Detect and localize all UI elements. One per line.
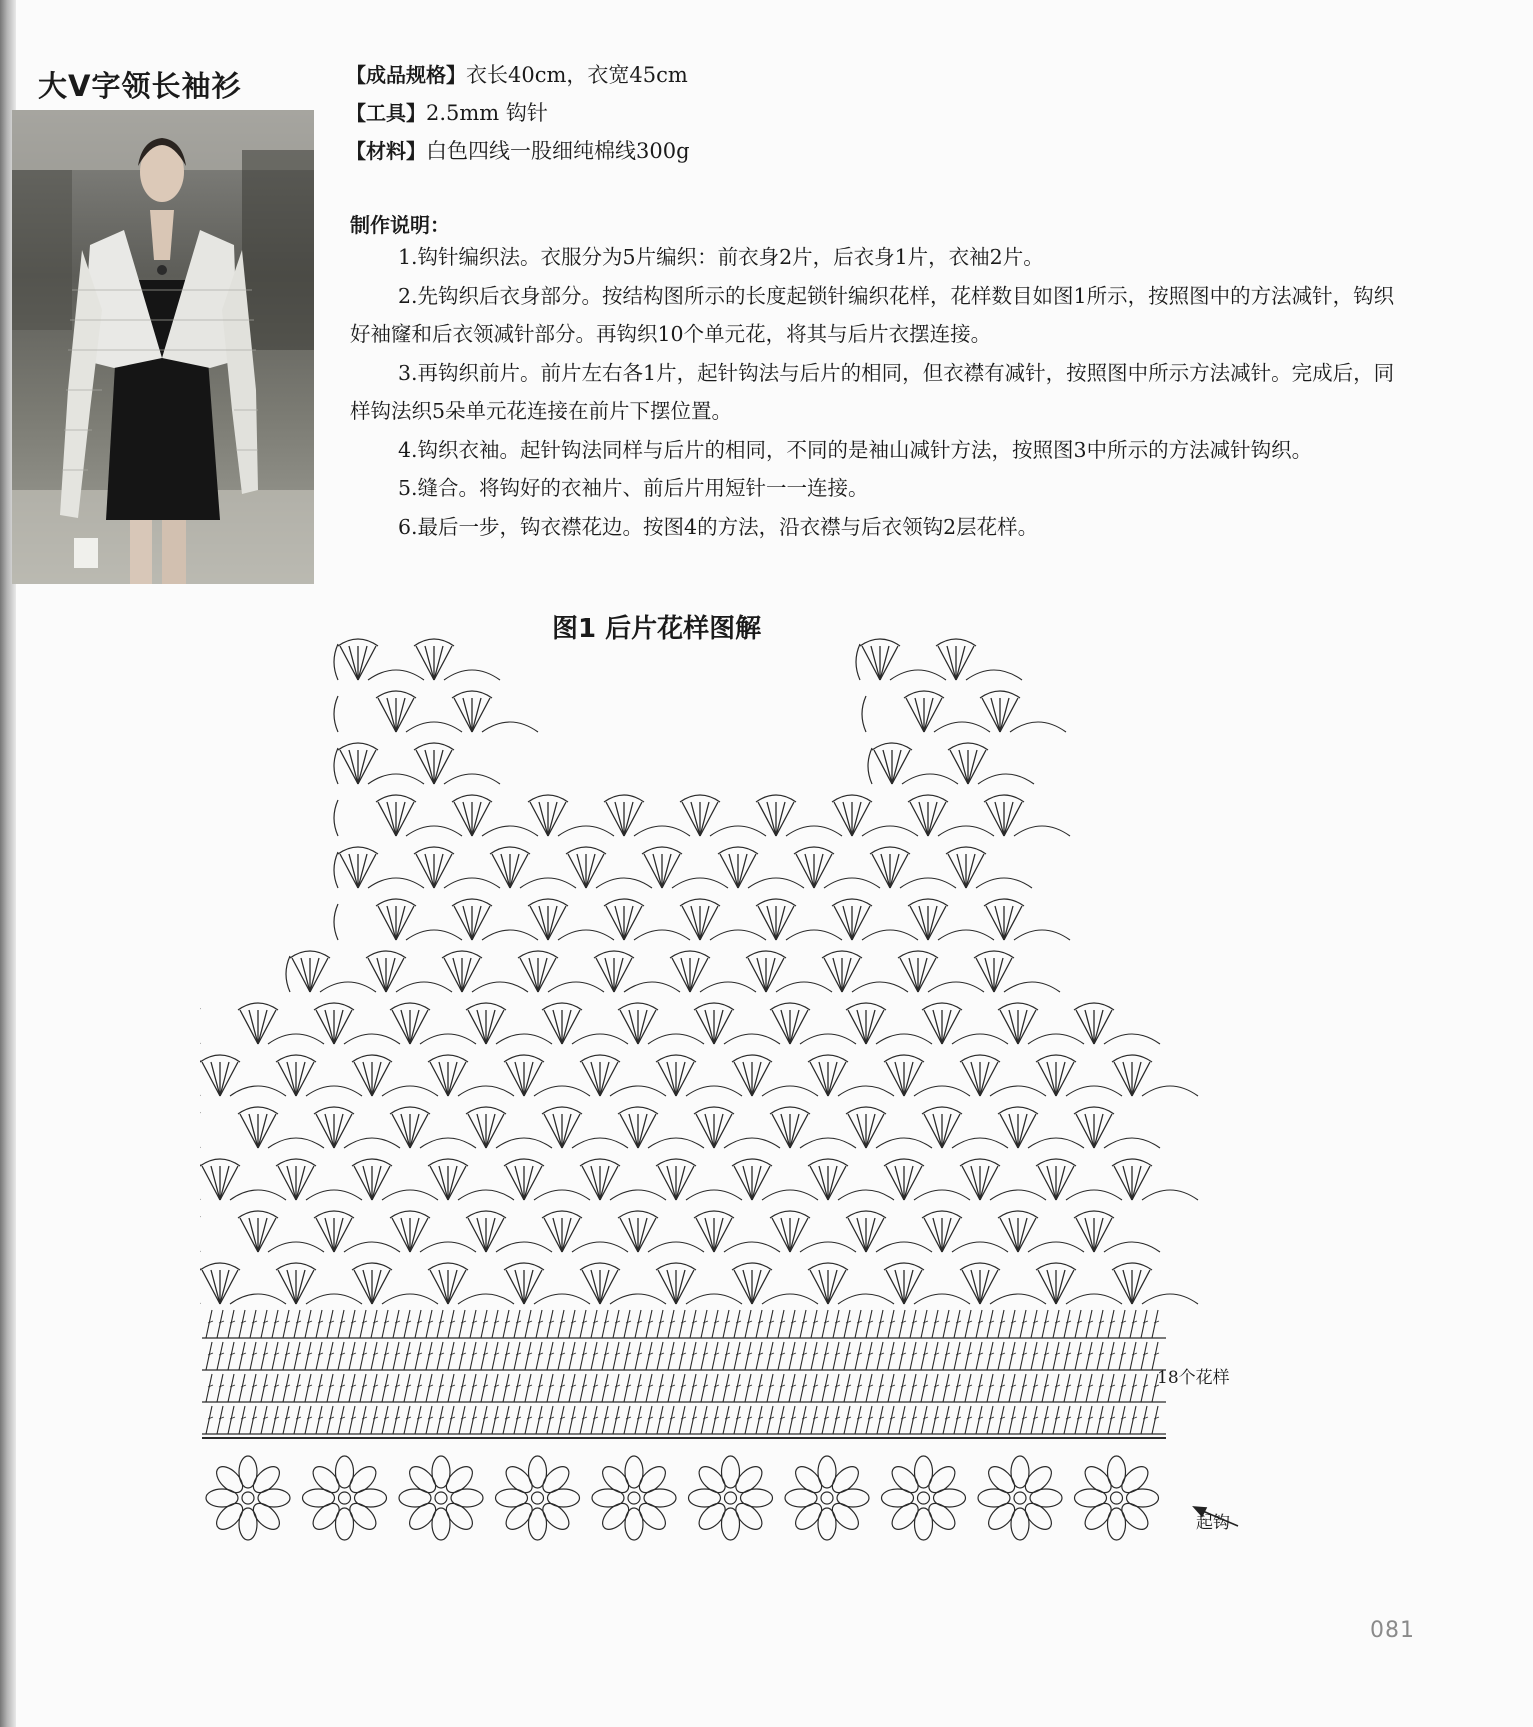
fan-stitch — [200, 1159, 286, 1200]
fan-stitch — [276, 1263, 362, 1304]
fan-stitch — [314, 1003, 400, 1044]
fan-stitch — [904, 691, 990, 732]
fan-stitch — [948, 743, 1034, 784]
instruction-step: 2.先钩织后衣身部分。按结构图所示的长度起锁针编织花样，花样数目如图1所示，按照图中的方法减针，钩织好袖窿和后衣领减针部分。再钩织10个单元花，将其与后片衣摆连接。 — [350, 283, 1395, 346]
fan-stitch — [872, 743, 958, 784]
fan-stitch — [390, 1003, 476, 1044]
fan-stitch — [960, 1159, 1046, 1200]
fan-stitch — [860, 639, 946, 680]
fan-stitch — [718, 847, 804, 888]
flower-motif — [1075, 1456, 1159, 1540]
fan-stitch — [580, 1055, 666, 1096]
spec-material-label: 【材料】 — [346, 139, 426, 163]
fan-stitch — [414, 743, 500, 784]
fan-stitch — [376, 795, 462, 836]
instructions-heading: 制作说明： — [350, 213, 450, 237]
fan-stitch — [936, 639, 1022, 680]
fan-stitch — [352, 1159, 438, 1200]
model-photo — [12, 110, 314, 584]
fan-stitch — [922, 1003, 1008, 1044]
fan-stitch — [974, 951, 1060, 992]
flower-motif — [592, 1456, 676, 1540]
flower-motif — [689, 1456, 773, 1540]
fan-stitch — [580, 1159, 666, 1200]
fan-stitch — [808, 1159, 894, 1200]
start-chain-label: 起钩 — [1196, 1513, 1230, 1533]
instruction-step: 3.再钩织前片。前片左右各1片，起针钩法与后片的相同，但衣襟有减针，按照图中所示方法减针。完成后，同样钩法织5朵单元花连接在前片下摆位置。 — [350, 360, 1395, 423]
instruction-step: 6.最后一步，钩衣襟花边。按图4的方法，沿衣襟与后衣领钩2层花样。 — [398, 514, 1039, 539]
fan-stitch — [442, 951, 528, 992]
fan-stitch — [746, 951, 832, 992]
fan-stitch — [642, 847, 728, 888]
fan-stitch — [466, 1003, 552, 1044]
fan-stitch — [452, 899, 538, 940]
fan-stitch — [694, 1211, 780, 1252]
fan-stitch-area — [200, 639, 1198, 1304]
fan-stitch — [604, 899, 690, 940]
spec-tool-value: 2.5mm 钩针 — [426, 101, 548, 125]
fan-stitch — [352, 1263, 438, 1304]
fan-stitch — [452, 691, 538, 732]
fan-stitch — [504, 1263, 590, 1304]
fan-stitch — [580, 1263, 666, 1304]
fan-stitch — [832, 795, 918, 836]
fan-stitch — [504, 1055, 590, 1096]
fan-stitch — [732, 1263, 818, 1304]
fan-stitch — [238, 1107, 324, 1148]
fan-stitch — [846, 1107, 932, 1148]
fan-stitch — [542, 1003, 628, 1044]
fan-stitch — [376, 691, 462, 732]
fan-stitch — [884, 1055, 970, 1096]
fan-stitch — [452, 795, 538, 836]
instruction-step: 1.钩针编织法。衣服分为5片编织：前衣身2片，后衣身1片，衣袖2片。 — [398, 245, 1044, 269]
spec-size-label: 【成品规格】 — [346, 63, 466, 87]
fan-stitch — [870, 847, 956, 888]
fan-stitch — [338, 743, 424, 784]
fan-stitch — [200, 1263, 286, 1304]
fan-stitch — [656, 1055, 742, 1096]
fan-stitch — [808, 1055, 894, 1096]
flower-motif — [206, 1456, 290, 1540]
fan-stitch — [338, 847, 424, 888]
fan-stitch — [984, 899, 1070, 940]
fan-stitch — [770, 1107, 856, 1148]
fan-stitch — [846, 1003, 932, 1044]
fan-stitch — [756, 795, 842, 836]
fan-stitch — [618, 1211, 704, 1252]
fan-stitch — [946, 847, 1032, 888]
fan-stitch — [680, 795, 766, 836]
flower-motif — [785, 1456, 869, 1540]
product-specs — [346, 56, 690, 170]
fan-stitch — [290, 951, 376, 992]
fan-stitch — [414, 847, 500, 888]
flower-motif — [978, 1456, 1062, 1540]
fan-stitch — [594, 951, 680, 992]
fan-stitch — [984, 795, 1070, 836]
fan-stitch — [960, 1263, 1046, 1304]
fan-stitch — [1036, 1055, 1122, 1096]
fan-stitch — [566, 847, 652, 888]
fan-stitch — [898, 951, 984, 992]
spec-size-value: 衣长40cm，衣宽45cm — [466, 63, 688, 87]
fan-stitch — [998, 1107, 1084, 1148]
fan-stitch — [980, 691, 1066, 732]
double-crochet-rows — [202, 1310, 1166, 1438]
flower-motif — [303, 1456, 387, 1540]
instruction-step: 5.缝合。将钩好的衣袖片、前后片用短针一一连接。 — [398, 476, 869, 500]
instruction-step: 4.钩织衣袖。起针钩法同样与后片的相同，不同的是袖山减针方法，按照图3中所示的方法减针钩织。 — [398, 437, 1313, 462]
fan-stitch — [1036, 1159, 1122, 1200]
fan-stitch — [414, 639, 500, 680]
fan-stitch — [732, 1055, 818, 1096]
fan-stitch — [352, 1055, 438, 1096]
fan-stitch — [770, 1003, 856, 1044]
fan-stitch — [376, 899, 462, 940]
fan-stitch — [732, 1159, 818, 1200]
fan-stitch — [618, 1003, 704, 1044]
flower-motif — [496, 1456, 580, 1540]
fan-stitch — [276, 1159, 362, 1200]
fan-stitch — [884, 1263, 970, 1304]
fan-stitch — [694, 1107, 780, 1148]
fan-stitch — [1112, 1055, 1198, 1096]
fan-stitch — [528, 899, 614, 940]
fan-stitch — [770, 1211, 856, 1252]
page-title: 大V字领长袖衫 — [38, 69, 242, 103]
fan-stitch — [908, 899, 994, 940]
fan-stitch — [490, 847, 576, 888]
fan-stitch — [1074, 1211, 1160, 1252]
spec-material-value: 白色四线一股细纯棉线300g — [426, 139, 690, 163]
fan-stitch — [822, 951, 908, 992]
page-number: 081 — [1370, 1618, 1415, 1643]
fan-stitch — [466, 1211, 552, 1252]
fan-stitch — [694, 1003, 780, 1044]
fan-stitch — [670, 951, 756, 992]
fan-stitch — [528, 795, 614, 836]
fan-stitch — [504, 1159, 590, 1200]
fan-stitch — [338, 639, 424, 680]
fan-stitch — [808, 1263, 894, 1304]
spec-material — [346, 132, 690, 170]
fan-stitch — [960, 1055, 1046, 1096]
fan-stitch — [428, 1159, 514, 1200]
fan-stitch — [998, 1211, 1084, 1252]
spec-tool — [346, 94, 690, 132]
instruction-steps — [350, 238, 1402, 546]
fan-stitch — [390, 1211, 476, 1252]
fan-stitch — [884, 1159, 970, 1200]
fan-stitch — [756, 899, 842, 940]
fan-stitch — [542, 1107, 628, 1148]
fan-stitch — [832, 899, 918, 940]
fan-stitch — [466, 1107, 552, 1148]
fan-stitch — [922, 1107, 1008, 1148]
fan-stitch — [314, 1107, 400, 1148]
fan-stitch — [908, 795, 994, 836]
fan-stitch — [366, 951, 452, 992]
figure-title: 图1 后片花样图解 — [552, 614, 762, 644]
fan-stitch — [518, 951, 604, 992]
flower-motif — [882, 1456, 966, 1540]
fan-stitch — [314, 1211, 400, 1252]
spec-tool-label: 【工具】 — [346, 101, 426, 125]
pattern-count-label: 18个花样 — [1157, 1368, 1230, 1388]
fan-stitch — [390, 1107, 476, 1148]
fan-stitch — [618, 1107, 704, 1148]
fan-stitch — [238, 1211, 324, 1252]
fan-stitch — [238, 1003, 324, 1044]
fan-stitch — [604, 795, 690, 836]
fan-stitch — [1112, 1263, 1198, 1304]
fan-stitch — [922, 1211, 1008, 1252]
fan-stitch — [428, 1263, 514, 1304]
fan-stitch — [656, 1263, 742, 1304]
fan-stitch — [1112, 1159, 1198, 1200]
spec-size — [346, 56, 690, 94]
flower-motif — [399, 1456, 483, 1540]
fan-stitch — [276, 1055, 362, 1096]
fan-stitch — [1074, 1003, 1160, 1044]
crochet-chart — [200, 618, 1250, 1604]
fan-stitch — [680, 899, 766, 940]
fan-stitch — [794, 847, 880, 888]
flower-motif-row — [206, 1456, 1159, 1540]
fan-stitch — [428, 1055, 514, 1096]
fan-stitch — [846, 1211, 932, 1252]
fan-stitch — [200, 1055, 286, 1096]
fan-stitch — [656, 1159, 742, 1200]
fan-stitch — [542, 1211, 628, 1252]
fan-stitch — [998, 1003, 1084, 1044]
fan-stitch — [1074, 1107, 1160, 1148]
fan-stitch — [1036, 1263, 1122, 1304]
